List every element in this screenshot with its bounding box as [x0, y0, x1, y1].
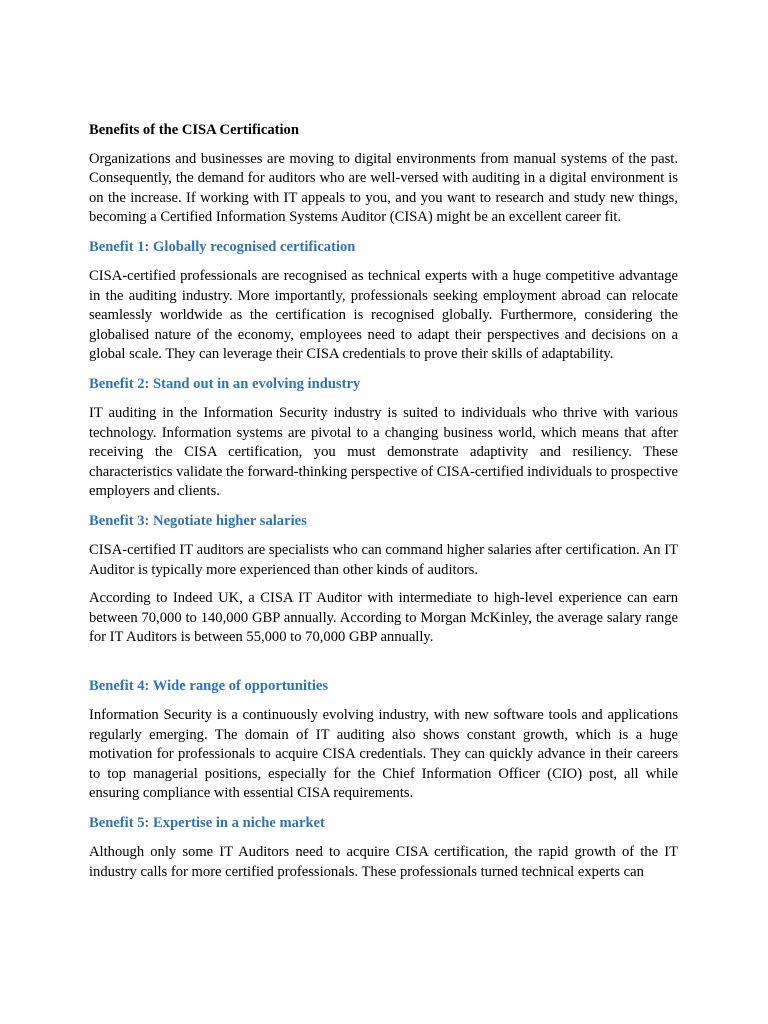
section-paragraph: CISA-certified professionals are recognised as technical experts with a huge competitive advantage in the auditing industry. More importantly, professionals seeking employment abroad can relocate seamlessly worldwide as the certification is recognised globally. Furthermore, considering the globalised nature of the economy, employees need to adapt their perspectives and decisions on a global scale. They can leverage their CISA credentials to prove their skills of adaptability.	[89, 268, 678, 362]
document-title: Benefits of the CISA Certification	[89, 122, 299, 138]
section-paragraph: Although only some IT Auditors need to acquire CISA certification, the rapid growth of the IT industry calls for more certified professionals. These professionals turned technical experts can	[89, 844, 678, 880]
section-heading-benefit-2: Benefit 2: Stand out in an evolving industry	[89, 375, 361, 392]
section-heading-benefit-5: Benefit 5: Expertise in a niche market	[89, 814, 325, 831]
intro-paragraph: Organizations and businesses are moving to digital environments from manual systems of the past. Consequently, the demand for auditors who are well-versed with auditing in a digital environment is on the increase. If working with IT appeals to you, and you want to research and study new things, becoming a Certified Information Systems Auditor (CISA) might be an excellent career fit.	[89, 150, 678, 225]
section-paragraph: Information Security is a continuously evolving industry, with new software tools and applications regularly emerging. The domain of IT auditing also shows constant growth, which is a huge motivation for professionals to acquire CISA credentials. They can quickly advance in their careers to top managerial positions, especially for the Chief Information Officer (CIO) post, all while ensuring compliance with essential CISA requirements.	[89, 707, 678, 801]
section-heading-benefit-3: Benefit 3: Negotiate higher salaries	[89, 512, 307, 529]
section-paragraph: IT auditing in the Information Security industry is suited to individuals who thrive with various technology. Information systems are pivotal to a changing business world, which means that after receiving the CISA certification, you must demonstrate adaptivity and resiliency. These characteristics validate the forward-thinking perspective of CISA-certified individuals to prospective employers and clients.	[89, 405, 678, 499]
section-heading-benefit-4: Benefit 4: Wide range of opportunities	[89, 677, 329, 694]
document-page	[89, 121, 678, 882]
section-heading-benefit-1: Benefit 1: Globally recognised certification	[89, 238, 356, 255]
section-paragraph: CISA-certified IT auditors are specialists who can command higher salaries after certification. An IT Auditor is typically more experienced than other kinds of auditors.	[89, 542, 678, 578]
section-paragraph: According to Indeed UK, a CISA IT Auditor with intermediate to high-level experience can earn between 70,000 to 140,000 GBP annually. According to Morgan McKinley, the average salary range for IT Auditors is between 55,000 to 70,000 GBP annually.	[89, 590, 678, 645]
